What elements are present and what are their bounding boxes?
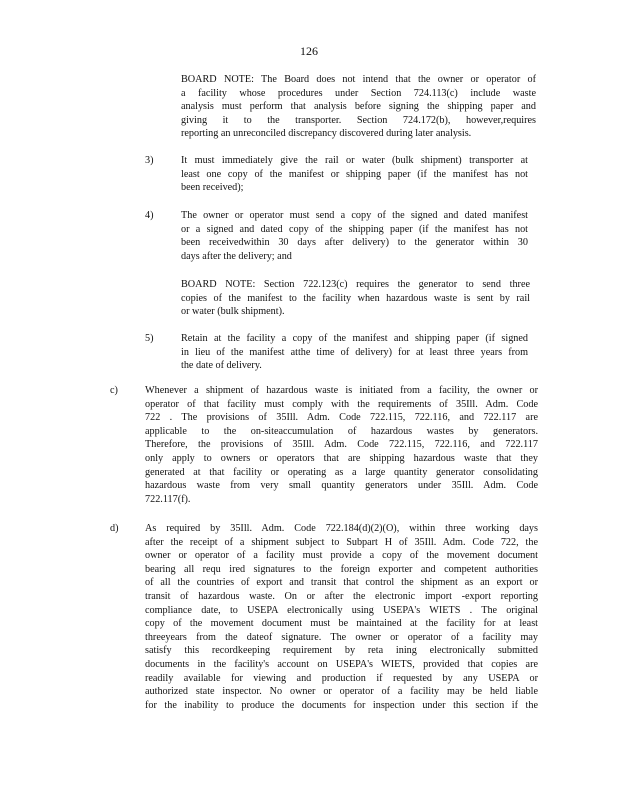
item-4-text	[181, 209, 528, 263]
text-line: for the inability to produce the documents for inspection under this section if the	[145, 699, 538, 711]
text-line: or a signed and dated copy of the shipping paper (if the manifest has not	[181, 223, 528, 235]
text-line: the date of delivery.	[181, 360, 262, 372]
text-line: in lieu of the manifest atthe time of delivery) for at least three years from	[181, 346, 528, 358]
text-line: operator of that facility must comply with the requirements of 35Ill. Adm. Code	[145, 398, 538, 410]
text-line: threeyears from the dateof signature. The owner or operator of a facility may	[145, 631, 538, 643]
text-line: As required by 35Ill. Adm. Code 722.184(d)(2)(O), within three working days	[145, 523, 538, 534]
text-line: a facility whose procedures under Section 724.113(c) include waste	[181, 87, 536, 99]
text-line: BOARD NOTE: The Board does not intend that the owner or operator of	[181, 74, 536, 85]
text-line: The owner or operator must send a copy of the signed and dated manifest	[181, 210, 528, 221]
text-line: Therefore, the provisions of 35Ill. Adm. Code 722.115, 722.116, and 722.117	[145, 439, 538, 451]
item-d-marker: d)	[110, 523, 119, 534]
text-line: only apply to owners or operators that are shipping hazardous waste that they	[145, 452, 538, 464]
text-line: It must immediately give the rail or water (bulk shipment) transporter at	[181, 155, 528, 166]
item-3-marker: 3)	[145, 155, 154, 166]
text-line: been receivedwithin 30 days after delivery) to the generator within 30	[181, 237, 528, 249]
item-c-text	[145, 384, 538, 506]
text-line: of all the countries of export and transit that control the shipment as an export or	[145, 577, 538, 589]
text-line: giving it to the transporter. Section 724.172(b), however,requires	[181, 114, 536, 126]
item-5-marker: 5)	[145, 333, 154, 344]
text-line: 722 . The provisions of 35Ill. Adm. Code 722.115, 722.116, and 722.117 are	[145, 412, 538, 424]
item-c-marker: c)	[110, 385, 118, 396]
item-3-text	[181, 154, 528, 195]
item-4-marker: 4)	[145, 210, 154, 221]
text-line: compliance date, to USEPA electronically using USEPA's WIETS . The original	[145, 604, 538, 616]
text-line: hazardous waste from very small quantity generators under 35Ill. Adm. Code	[145, 480, 538, 492]
text-line: or water (bulk shipment).	[181, 306, 285, 318]
text-line: applicable to the on-siteaccumulation of hazardous wastes by generators.	[145, 425, 538, 437]
item-5-text	[181, 332, 528, 373]
text-line: satisfy this recordkeeping requirement by reta ining electronically submitted	[145, 645, 538, 657]
text-line: readily available for viewing and production if requested by any USEPA or	[145, 672, 538, 684]
text-line: been received);	[181, 182, 244, 194]
text-line: generated at that facility or operating as a large quantity generator consolidating	[145, 466, 538, 478]
text-line: owner or operator of a facility must provide a copy of the movement document	[145, 550, 538, 562]
text-line: least one copy of the manifest or shipping paper (if the manifest has not	[181, 168, 528, 180]
item-d-text	[145, 522, 538, 712]
text-line: BOARD NOTE: Section 722.123(c) requires the generator to send three	[181, 279, 530, 290]
text-line: days after the delivery; and	[181, 250, 292, 262]
text-line: authorized state inspector. No owner or operator of a facility may be held liable	[145, 686, 538, 698]
text-line: Whenever a shipment of hazardous waste is initiated from a facility, the owner or	[145, 385, 538, 396]
board-note-2	[181, 278, 530, 319]
text-line: analysis must perform that analysis before signing the shipping paper and	[181, 101, 536, 113]
text-line: Retain at the facility a copy of the manifest and shipping paper (if signed	[181, 333, 528, 344]
text-line: documents in the facility's account on USEPA's WIETS, provided that copies are	[145, 658, 538, 670]
text-line: reporting an unreconciled discrepancy discovered during later analysis.	[181, 128, 472, 140]
text-line: after the receipt of a shipment subject to Subpart H of 35Ill. Adm. Code 722, the	[145, 536, 538, 548]
text-line: transit of hazardous waste. On or after the electronic import -export reporting	[145, 590, 538, 602]
text-line: 722.117(f).	[145, 493, 191, 505]
page-number: 126	[300, 44, 318, 58]
text-line: copy of the movement document must be maintained at the facility for at least	[145, 618, 538, 630]
text-line: copies of the manifest to the facility when hazardous waste is sent by rail	[181, 292, 530, 304]
board-note-1	[181, 73, 536, 141]
text-line: bearing all requ ired signatures to the foreign exporter and competent authorities	[145, 563, 538, 575]
